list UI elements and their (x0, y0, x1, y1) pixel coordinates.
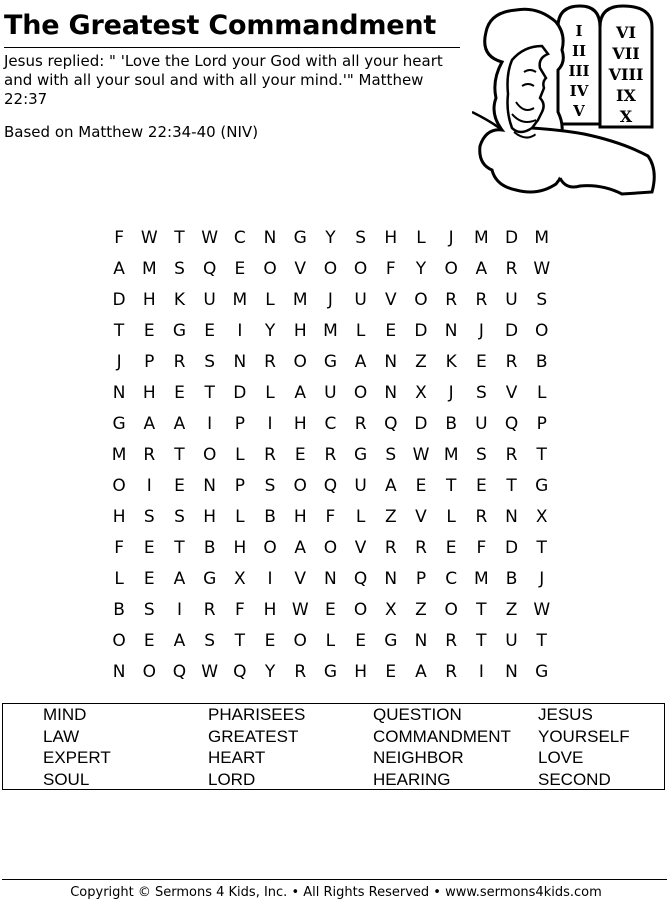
grid-letter[interactable]: B (505, 568, 518, 589)
grid-row (104, 346, 574, 377)
grid-letter[interactable]: I (237, 320, 243, 341)
grid-letter[interactable]: O (353, 258, 368, 279)
grid-letter[interactable]: W (291, 599, 309, 620)
grid-letter[interactable]: R (264, 444, 276, 465)
grid-letter[interactable]: H (142, 382, 156, 403)
grid-letter[interactable]: S (204, 630, 216, 651)
grid-letter[interactable]: Q (172, 661, 187, 682)
grid-letter[interactable]: O (202, 444, 217, 465)
grid-letter[interactable]: L (235, 506, 245, 527)
grid-letter[interactable]: E (355, 630, 366, 651)
grid-letter[interactable]: Y (415, 258, 427, 279)
grid-row (104, 284, 574, 315)
grid-row (104, 532, 574, 563)
grid-letter[interactable]: J (327, 289, 333, 310)
word-item: LOVE (538, 748, 584, 767)
grid-letter[interactable]: R (264, 351, 276, 372)
grid-letter[interactable]: E (385, 320, 397, 341)
grid-letter[interactable]: O (323, 537, 338, 558)
grid-row (104, 501, 574, 532)
grid-letter[interactable]: F (476, 537, 487, 558)
grid-letter[interactable]: T (476, 599, 487, 620)
grid-row (104, 315, 574, 346)
grid-letter[interactable]: L (265, 289, 275, 310)
grid-letter[interactable]: H (203, 506, 217, 527)
grid-letter[interactable]: Y (264, 320, 276, 341)
grid-row (104, 625, 574, 656)
grid-letter[interactable]: E (415, 475, 427, 496)
grid-letter[interactable]: A (113, 258, 125, 279)
grid-letter[interactable]: R (475, 506, 488, 527)
grid-letter[interactable]: S (143, 506, 155, 527)
grid-letter[interactable]: E (143, 320, 155, 341)
word-list-column-2 (208, 704, 305, 790)
grid-letter[interactable]: M (292, 289, 308, 310)
grid-row (104, 563, 574, 594)
grid-letter[interactable]: N (384, 351, 398, 372)
grid-letter[interactable]: G (203, 568, 217, 589)
grid-letter[interactable]: E (143, 568, 155, 589)
grid-letter[interactable]: S (536, 289, 548, 310)
grid-letter[interactable]: Z (505, 599, 518, 620)
grid-letter[interactable]: N (384, 382, 398, 403)
grid-letter[interactable]: G (112, 413, 126, 434)
grid-letter[interactable]: O (353, 599, 368, 620)
tablet-numeral: VI (616, 23, 636, 42)
grid-letter[interactable]: D (112, 289, 126, 310)
grid-letter[interactable]: Y (325, 227, 336, 248)
grid-letter[interactable]: R (505, 351, 518, 372)
grid-letter[interactable]: R (445, 630, 458, 651)
grid-letter[interactable]: H (384, 227, 398, 248)
grid-letter[interactable]: V (505, 382, 518, 403)
grid-letter[interactable]: R (173, 351, 186, 372)
grid-letter[interactable]: H (354, 661, 367, 682)
grid-letter[interactable]: P (415, 568, 427, 589)
grid-letter[interactable]: T (506, 475, 517, 496)
grid-letter[interactable]: O (112, 475, 126, 496)
grid-letter[interactable]: B (535, 351, 548, 372)
grid-letter[interactable]: E (174, 382, 185, 403)
grid-letter[interactable]: J (448, 227, 454, 248)
scripture-reference: Based on Matthew 22:34-40 (NIV) (4, 123, 259, 141)
grid-letter[interactable]: O (414, 289, 428, 310)
grid-letter[interactable]: E (475, 475, 487, 496)
word-item: EXPERT (43, 748, 111, 767)
grid-letter[interactable]: V (384, 289, 397, 310)
grid-letter[interactable]: S (475, 382, 487, 403)
grid-letter[interactable]: S (264, 475, 276, 496)
grid-letter[interactable]: U (505, 289, 518, 310)
grid-letter[interactable]: N (444, 320, 458, 341)
word-item: NEIGHBOR (373, 748, 464, 767)
tablet-numeral: I (575, 22, 583, 40)
grid-letter[interactable]: V (294, 258, 307, 279)
grid-letter[interactable]: B (445, 413, 457, 434)
grid-letter[interactable]: B (113, 599, 125, 620)
grid-letter[interactable]: I (267, 413, 273, 434)
grid-letter[interactable]: R (294, 661, 307, 682)
grid-letter[interactable]: U (354, 475, 367, 496)
grid-letter[interactable]: F (325, 506, 336, 527)
grid-row (104, 470, 574, 501)
grid-letter[interactable]: H (233, 537, 247, 558)
grid-letter[interactable]: E (325, 599, 336, 620)
grid-letter[interactable]: X (234, 568, 246, 589)
grid-letter[interactable]: G (323, 661, 337, 682)
grid-letter[interactable]: R (143, 444, 156, 465)
grid-letter[interactable]: C (324, 413, 337, 434)
grid-letter[interactable]: A (475, 258, 488, 279)
word-item: HEART (208, 748, 266, 767)
grid-letter[interactable]: J (116, 351, 122, 372)
grid-letter[interactable]: Y (264, 661, 276, 682)
grid-letter[interactable]: O (444, 258, 458, 279)
grid-letter[interactable]: M (323, 320, 338, 341)
grid-letter[interactable]: Q (384, 413, 398, 434)
grid-letter[interactable]: T (113, 320, 125, 341)
grid-letter[interactable]: Q (504, 413, 519, 434)
grid-letter[interactable]: N (505, 506, 518, 527)
grid-letter[interactable]: G (172, 320, 187, 341)
grid-letter[interactable]: L (536, 382, 547, 403)
grid-letter[interactable]: A (415, 661, 427, 682)
grid-letter[interactable]: M (474, 227, 489, 248)
grid-letter[interactable]: A (173, 630, 186, 651)
grid-letter[interactable]: N (505, 661, 518, 682)
tablet-numeral: IV (569, 82, 589, 100)
grid-letter[interactable]: W (201, 661, 219, 682)
grid-letter[interactable]: O (293, 630, 307, 651)
word-item: HEARING (373, 769, 451, 789)
footer-divider (2, 879, 667, 880)
word-item: SECOND (538, 769, 611, 789)
grid-letter[interactable]: R (505, 444, 518, 465)
grid-letter[interactable]: R (505, 258, 518, 279)
grid-letter[interactable]: N (233, 351, 247, 372)
grid-letter[interactable]: O (323, 258, 338, 279)
word-item: MIND (43, 705, 87, 724)
grid-letter[interactable]: E (143, 537, 155, 558)
grid-letter[interactable]: F (385, 258, 396, 279)
grid-letter[interactable]: C (445, 568, 458, 589)
word-item: YOURSELF (538, 726, 630, 746)
grid-letter[interactable]: T (174, 227, 185, 248)
grid-letter[interactable]: R (445, 289, 458, 310)
word-item: LAW (43, 726, 80, 746)
grid-row (104, 253, 574, 284)
grid-letter[interactable]: P (536, 413, 547, 434)
grid-row (104, 594, 574, 625)
grid-letter[interactable]: L (355, 506, 366, 527)
tablet-numeral: IX (616, 86, 636, 105)
grid-letter[interactable]: N (384, 568, 398, 589)
grid-letter[interactable]: U (324, 382, 337, 403)
tablet-numeral: VII (612, 44, 640, 63)
word-item: JESUS (538, 705, 593, 724)
grid-letter[interactable]: V (354, 537, 367, 558)
grid-letter[interactable]: G (293, 227, 307, 248)
grid-letter[interactable]: R (203, 599, 216, 620)
grid-letter[interactable]: I (207, 413, 213, 434)
grid-letter[interactable]: T (445, 475, 457, 496)
grid-letter[interactable]: R (354, 413, 367, 434)
grid-letter[interactable]: N (324, 568, 337, 589)
grid-letter[interactable]: H (263, 599, 277, 620)
moses-ten-commandments-illustration (472, 2, 668, 198)
grid-row (104, 656, 574, 687)
word-list-box (2, 703, 665, 790)
grid-letter[interactable]: A (294, 537, 307, 558)
grid-letter[interactable]: O (263, 537, 277, 558)
word-list-column-1 (43, 704, 111, 790)
grid-letter[interactable]: M (534, 227, 550, 248)
copyright-footer: Copyright © Sermons 4 Kids, Inc. • All Rights Reserved • www.sermons4kids.com (70, 885, 602, 900)
grid-letter[interactable]: L (114, 568, 124, 589)
grid-letter[interactable]: O (263, 258, 277, 279)
grid-letter[interactable]: S (174, 258, 185, 279)
tablet-numeral: V (573, 102, 585, 120)
grid-letter[interactable]: J (539, 568, 545, 589)
grid-letter[interactable]: R (445, 661, 458, 682)
grid-letter[interactable]: A (384, 475, 397, 496)
grid-letter[interactable]: L (416, 227, 426, 248)
grid-letter[interactable]: I (478, 661, 484, 682)
grid-letter[interactable]: E (264, 630, 276, 651)
grid-letter[interactable]: M (111, 444, 127, 465)
grid-letter[interactable]: K (445, 351, 457, 372)
grid-letter[interactable]: W (533, 258, 551, 279)
grid-letter[interactable]: K (173, 289, 186, 310)
grid-letter[interactable]: E (445, 537, 457, 558)
grid-letter[interactable]: V (294, 568, 307, 589)
grid-letter[interactable]: R (415, 537, 427, 558)
grid-letter[interactable]: D (233, 382, 247, 403)
grid-letter[interactable]: H (112, 506, 126, 527)
grid-letter[interactable]: N (203, 475, 217, 496)
grid-letter[interactable]: H (142, 289, 156, 310)
grid-letter[interactable]: H (293, 506, 307, 527)
grid-letter[interactable]: T (204, 382, 215, 403)
scripture-verse: Jesus replied: " 'Love the Lord your God with all your heart and with all your soul and with all your mind.'" Matthew 22:37 (4, 52, 443, 108)
grid-letter[interactable]: R (384, 537, 397, 558)
grid-letter[interactable]: G (323, 351, 337, 372)
grid-letter[interactable]: T (174, 444, 185, 465)
grid-letter[interactable]: T (476, 630, 487, 651)
grid-letter[interactable]: H (293, 320, 307, 341)
grid-letter[interactable]: Q (323, 475, 338, 496)
grid-letter[interactable]: F (234, 599, 245, 620)
grid-letter[interactable]: S (204, 351, 216, 372)
grid-letter[interactable]: W (201, 227, 219, 248)
word-item: COMMANDMENT (373, 726, 511, 746)
grid-letter[interactable]: O (444, 599, 458, 620)
grid-letter[interactable]: X (535, 506, 548, 527)
grid-letter[interactable]: E (385, 661, 397, 682)
grid-letter[interactable]: P (234, 475, 245, 496)
grid-letter[interactable]: X (384, 599, 397, 620)
grid-letter[interactable]: T (536, 630, 547, 651)
grid-letter[interactable]: N (112, 382, 126, 403)
grid-letter[interactable]: I (176, 599, 182, 620)
grid-letter[interactable]: W (412, 444, 430, 465)
grid-letter[interactable]: A (354, 351, 367, 372)
grid-letter[interactable]: O (293, 351, 307, 372)
title-underline (4, 47, 460, 48)
grid-letter[interactable]: Z (415, 351, 427, 372)
grid-letter[interactable]: O (535, 320, 549, 341)
grid-letter[interactable]: L (325, 630, 336, 651)
tablet-numeral: III (568, 62, 590, 80)
tablet-numeral: VIII (608, 65, 644, 84)
grid-letter[interactable]: Q (353, 568, 368, 589)
grid-letter[interactable]: W (533, 599, 551, 620)
tablet-numeral: X (619, 107, 633, 126)
grid-letter[interactable]: S (475, 444, 487, 465)
tablet-numeral: II (571, 42, 587, 60)
grid-letter[interactable]: R (324, 444, 337, 465)
word-item: PHARISEES (208, 705, 306, 724)
grid-letter[interactable]: P (234, 413, 245, 434)
grid-letter[interactable]: N (414, 630, 428, 651)
grid-letter[interactable]: T (234, 630, 246, 651)
grid-letter[interactable]: E (294, 444, 306, 465)
page-title: The Greatest Commandment (4, 10, 437, 41)
grid-letter[interactable]: E (234, 258, 246, 279)
grid-letter[interactable]: E (143, 630, 155, 651)
grid-letter[interactable]: O (353, 382, 368, 403)
grid-letter[interactable]: S (143, 599, 155, 620)
grid-letter[interactable]: X (415, 382, 427, 403)
grid-letter[interactable]: E (475, 351, 487, 372)
grid-letter[interactable]: W (140, 227, 158, 248)
grid-letter[interactable]: E (204, 320, 216, 341)
grid-letter[interactable]: O (293, 475, 307, 496)
grid-letter[interactable]: G (384, 630, 398, 651)
grid-letter[interactable]: M (141, 258, 157, 279)
grid-letter[interactable]: S (174, 506, 185, 527)
grid-letter[interactable]: Z (384, 506, 397, 527)
grid-row (104, 439, 574, 470)
grid-letter[interactable]: M (232, 289, 248, 310)
grid-letter[interactable]: A (173, 413, 186, 434)
grid-letter[interactable]: D (504, 320, 519, 341)
grid-letter[interactable]: O (142, 661, 156, 682)
grid-letter[interactable]: H (293, 413, 307, 434)
grid-letter[interactable]: A (143, 413, 156, 434)
word-list-column-4 (538, 704, 630, 790)
grid-letter[interactable]: U (505, 630, 518, 651)
grid-letter[interactable]: L (235, 444, 245, 465)
grid-letter[interactable]: D (414, 320, 428, 341)
grid-letter[interactable]: G (535, 475, 549, 496)
grid-letter[interactable]: N (112, 661, 126, 682)
grid-letter[interactable]: C (233, 227, 246, 248)
grid-letter[interactable]: D (504, 227, 519, 248)
grid-letter[interactable]: J (448, 382, 454, 403)
grid-letter[interactable]: P (144, 351, 155, 372)
grid-letter[interactable]: B (203, 537, 216, 558)
grid-letter[interactable]: F (114, 537, 124, 558)
grid-letter[interactable]: T (174, 537, 185, 558)
grid-letter[interactable]: I (146, 475, 152, 496)
grid-letter[interactable]: Q (233, 661, 247, 682)
word-item: LORD (208, 769, 256, 789)
grid-letter[interactable]: S (355, 227, 366, 248)
grid-letter[interactable]: D (414, 413, 428, 434)
grid-letter[interactable]: F (114, 227, 124, 248)
grid-letter[interactable]: M (443, 444, 459, 465)
grid-letter[interactable]: M (474, 568, 489, 589)
grid-letter[interactable]: U (475, 413, 488, 434)
grid-letter[interactable]: G (535, 661, 549, 682)
grid-letter[interactable]: D (504, 537, 519, 558)
grid-letter[interactable]: Z (415, 599, 427, 620)
word-list-column-3 (373, 704, 511, 790)
grid-letter[interactable]: B (264, 506, 276, 527)
grid-letter[interactable]: Q (202, 258, 217, 279)
grid-letter[interactable]: O (112, 630, 126, 651)
grid-letter[interactable]: I (267, 568, 273, 589)
grid-letter[interactable]: N (263, 227, 277, 248)
word-item: GREATEST (208, 726, 299, 746)
grid-row (104, 377, 574, 408)
word-item: QUESTION (373, 705, 462, 724)
grid-row (104, 408, 574, 439)
grid-letter[interactable]: A (173, 568, 186, 589)
grid-letter[interactable]: E (174, 475, 185, 496)
grid-letter[interactable]: T (536, 444, 547, 465)
grid-letter[interactable]: R (475, 289, 488, 310)
grid-letter[interactable]: L (446, 506, 456, 527)
grid-letter[interactable]: G (354, 444, 368, 465)
word-item: SOUL (43, 769, 90, 789)
grid-letter[interactable]: J (478, 320, 484, 341)
word-search-grid[interactable] (104, 222, 574, 687)
grid-letter[interactable]: T (536, 537, 547, 558)
grid-letter[interactable]: U (203, 289, 216, 310)
grid-letter[interactable]: L (265, 382, 275, 403)
grid-letter[interactable]: U (354, 289, 367, 310)
grid-letter[interactable]: V (415, 506, 427, 527)
grid-letter[interactable]: S (385, 444, 397, 465)
grid-letter[interactable]: A (294, 382, 307, 403)
grid-row (104, 222, 574, 253)
grid-letter[interactable]: L (355, 320, 366, 341)
